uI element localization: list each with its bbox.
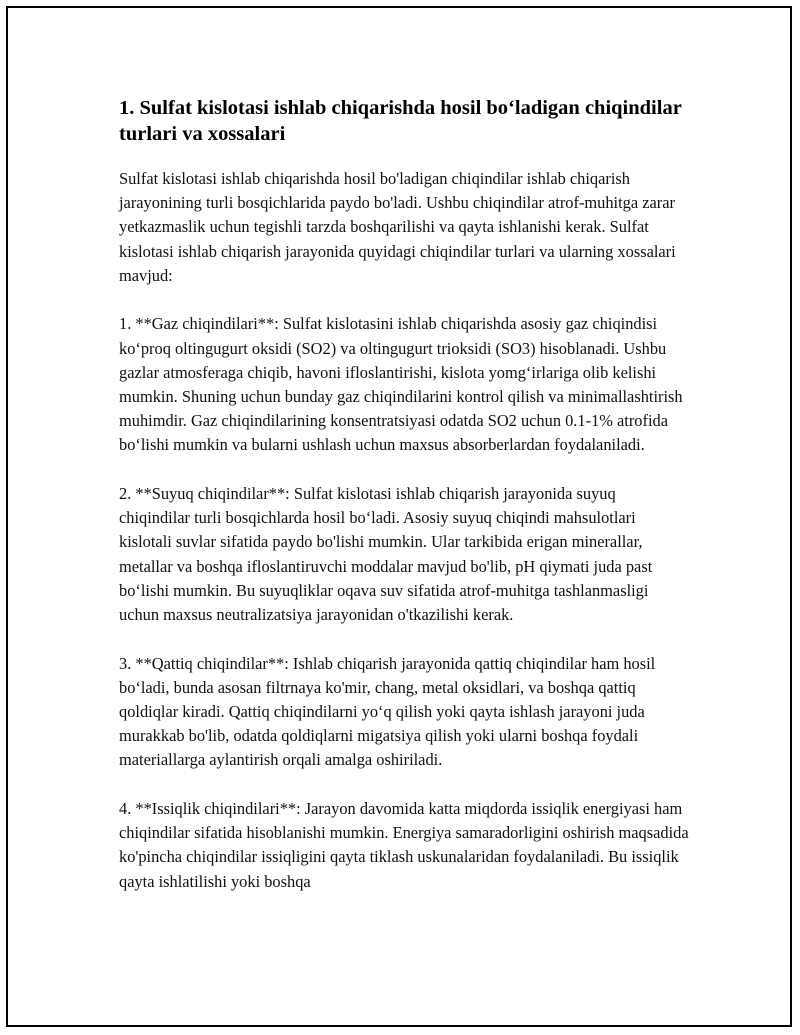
heat-waste-paragraph: 4. **Issiqlik chiqindilari**: Jarayon davomida katta miqdorda issiqlik energiyasi ham chiqindilar sifatida hisoblanishi mumkin. Energiya samaradorligini oshirish maqsadida ko'pincha chiqindilar issiqligini qayta tiklash uskunalaridan foydalaniladi. Bu issiqlik qayta ishlatilishi yoki boshqa [119,799,689,891]
section-heading: 1. Sulfat kislotasi ishlab chiqarishda hosil bo‘ladigan chiqindilar turlari va xossalari [119,97,682,145]
document-body [119,95,689,918]
solid-waste-paragraph: 3. **Qattiq chiqindilar**: Ishlab chiqarish jarayonida qattiq chiqindilar ham hosil bo‘ladi, bunda asosan filtrnaya ko'mir, chang, metal oksidlari, va boshqa qattiq qoldiqlar kiradi. Qattiq chiqindilarni yo‘q qilish yoki qayta ishlash jarayoni juda murakkab bo'lib, odatda qoldiqlarni migatsiya qilish yoki ularni boshqa foydali materiallarga aylantirish orqali amalga oshiriladi. [119,653,656,770]
document-page [6,6,792,1027]
liquid-waste-paragraph: 2. **Suyuq chiqindilar**: Sulfat kislotasi ishlab chiqarish jarayonida suyuq chiqindilar turli bosqichlarda hosil bo‘ladi. Asosiy suyuq chiqindi mahsulotlari kislotali suvlar sifatida paydo bo'lishi mumkin. Ular tarkibida erigan minerallar, metallar va boshqa ifloslantiruvchi moddalar mavjud bo'lib, pH qiymati juda past bo‘lishi mumkin. Bu suyuqliklar oqava suv sifatida atrof-muhitga tashlanmasligi uchun maxsus neutralizatsiya jarayonidan o'tkazilishi kerak. [119,484,653,625]
gas-waste-paragraph: 1. **Gaz chiqindilari**: Sulfat kislotasini ishlab chiqarishda asosiy gaz chiqindisi ko‘proq oltingugurt oksidi (SO2) va oltingugurt trioksidi (SO3) hisoblanadi. Ushbu gazlar atmosferaga chiqib, havoni ifloslantirishi, kislota yomg‘irlariga olib kelishi mumkin. Shuning uchun bunday gaz chiqindilarini kontrol qilish va minimallashtirish muhimdir. Gaz chiqindilarining konsentratsiyasi odatda SO2 uchun 0.1-1% atrofida bo‘lishi mumkin va bularni ushlash uchun maxsus absorberlardan foydalaniladi. [119,314,683,455]
intro-paragraph: Sulfat kislotasi ishlab chiqarishda hosil bo'ladigan chiqindilar ishlab chiqarish jarayonining turli bosqichlarida paydo bo'ladi. Ushbu chiqindilar atrof-muhitga zarar yetkazmaslik uchun tegishli tarzda boshqarilishi va qayta ishlanishi kerak. Sulfat kislotasi ishlab chiqarish jarayonida quyidagi chiqindilar turlari va ularning xossalari mavjud: [119,169,676,285]
